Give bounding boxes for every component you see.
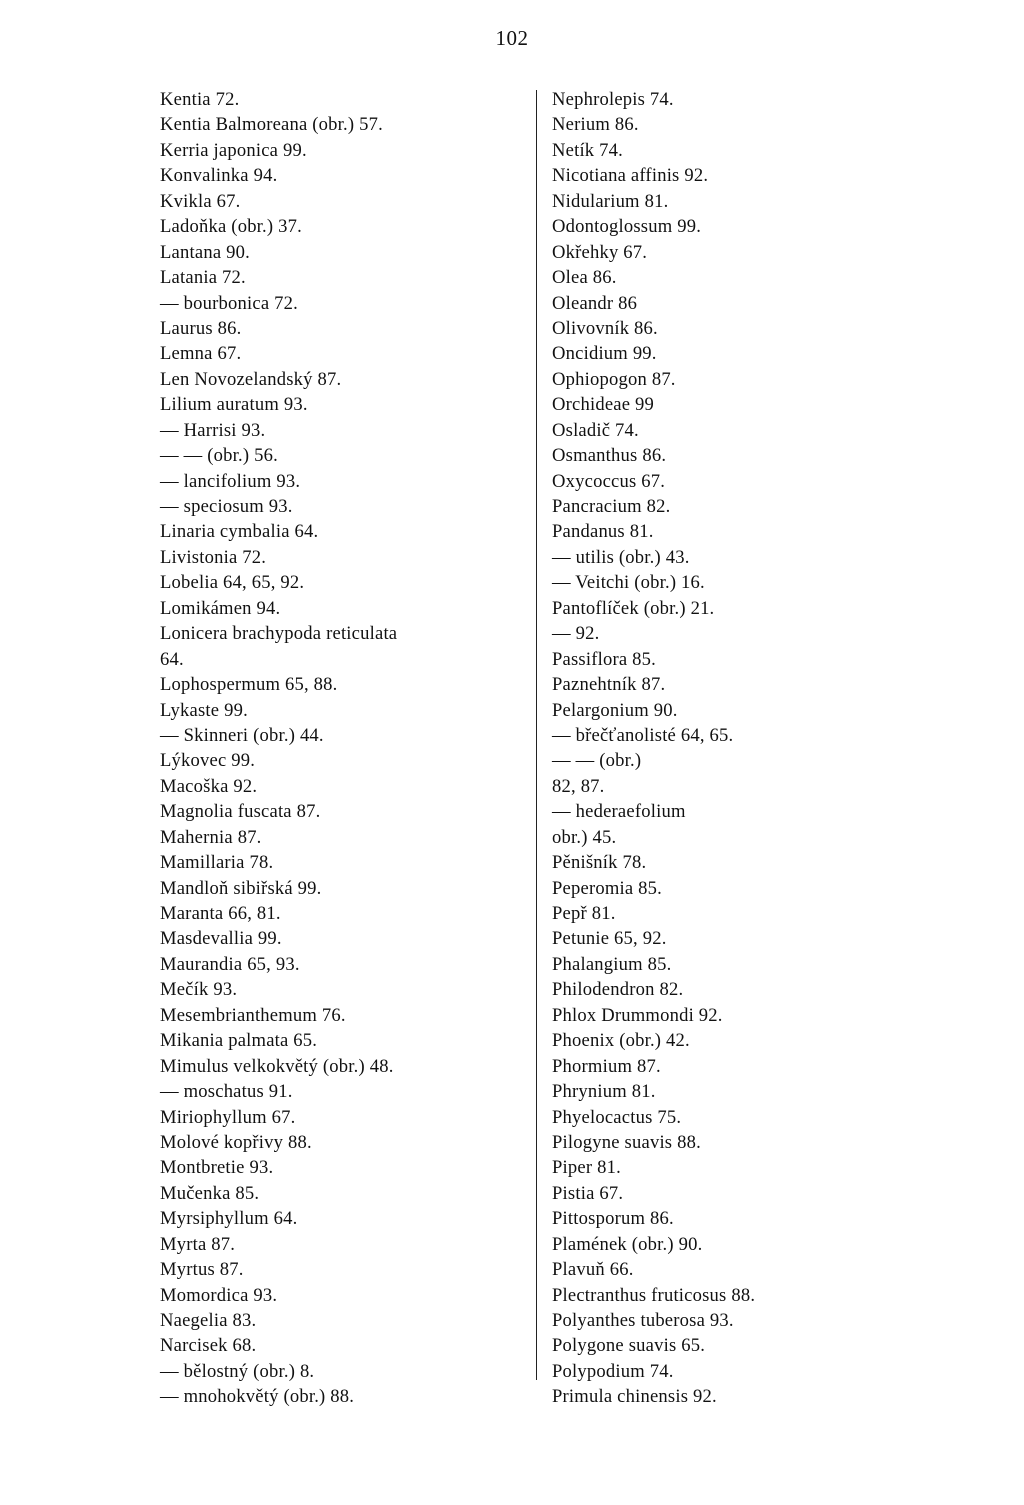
index-entry: Kentia 72. [160, 89, 240, 110]
index-entry: Ladoňka (obr.) 37. [160, 216, 302, 238]
index-left-column [160, 87, 520, 1410]
index-entry: Polypodium 74. [552, 1360, 674, 1382]
index-entry: Pepř 81. [552, 903, 616, 924]
index-entry: Lýkovec 99. [160, 750, 256, 772]
index-entry: Passiflora 85. [552, 648, 657, 670]
index-entry: Philodendron 82. [552, 979, 684, 1001]
index-entry: Naegelia 83. [160, 1310, 257, 1331]
index-entry: Olea 86. [552, 267, 617, 289]
index-entry: — břečťanolisté 64, 65. [552, 724, 734, 746]
index-entry: Myrsiphyllum 64. [160, 1208, 298, 1230]
index-entry: Phormium 87. [552, 1055, 661, 1077]
index-entry: — utilis (obr.) 43. [552, 546, 690, 568]
column-divider [536, 90, 537, 1380]
index-entry: Latania 72. [160, 267, 246, 289]
index-entry: Primula chinensis 92. [552, 1386, 717, 1408]
index-entry: Myrtus 87. [160, 1259, 244, 1281]
index-entry: Osladič 74. [552, 419, 639, 441]
index-entry: Lykaste 99. [160, 699, 248, 721]
index-entry: Oleandr 86 [552, 292, 638, 314]
index-entry: 64. [160, 648, 184, 670]
index-entry: Nicotiana affinis 92. [552, 165, 709, 187]
index-entry: Maranta 66, 81. [160, 903, 281, 924]
index-entry: Nerium 86. [552, 114, 639, 136]
index-entry: Mimulus velkokvětý (obr.) 48. [160, 1055, 394, 1077]
index-entry: Molové kopřivy 88. [160, 1131, 312, 1153]
index-entry: Phyelocactus 75. [552, 1106, 682, 1128]
index-entry: Pittosporum 86. [552, 1208, 674, 1230]
index-entry: Narcisek 68. [160, 1335, 257, 1357]
index-entry: — 92. [552, 623, 600, 645]
index-entry: Plamének (obr.) 90. [552, 1233, 703, 1255]
index-entry: Piper 81. [552, 1157, 621, 1179]
index-entry: Lantana 90. [160, 241, 250, 263]
index-entry: Mesembrianthemum 76. [160, 1004, 346, 1026]
index-entry: Okřehky 67. [552, 241, 648, 263]
index-entry: Livistonia 72. [160, 546, 267, 568]
index-entry: Lomikámen 94. [160, 597, 281, 619]
index-entry: — — (obr.) [552, 750, 642, 772]
index-entry: Ophiopogon 87. [552, 368, 676, 390]
index-entry: Phlox Drummondi 92. [552, 1004, 723, 1026]
index-entry: Plectranthus fruticosus 88. [552, 1284, 756, 1306]
index-entry: Mikania palmata 65. [160, 1030, 318, 1052]
index-entry: Paznehtník 87. [552, 674, 666, 696]
index-entry: obr.) 45. [552, 826, 617, 848]
index-entry: Oncidium 99. [552, 343, 657, 365]
index-entry: — bourbonica 72. [160, 292, 298, 314]
index-entry: — mnohokvětý (obr.) 88. [160, 1386, 355, 1408]
index-entry: Pěnišník 78. [552, 852, 647, 874]
index-entry: Lemna 67. [160, 343, 242, 365]
index-entry: Maurandia 65, 93. [160, 953, 300, 975]
index-entry: Lobelia 64, 65, 92. [160, 572, 305, 594]
index-entry: Montbretie 93. [160, 1157, 274, 1179]
index-entry: Lonicera brachypoda reticulata [160, 623, 398, 645]
index-entry: Mahernia 87. [160, 826, 262, 848]
index-entry: Momordica 93. [160, 1284, 278, 1306]
index-entry: Miriophyllum 67. [160, 1106, 296, 1128]
index-entry: Pancracium 82. [552, 496, 671, 517]
index-entry: 82, 87. [552, 775, 605, 797]
index-entry: Phoenix (obr.) 42. [552, 1030, 690, 1052]
index-entry: Orchideae 99 [552, 394, 655, 416]
index-entry: — Veitchi (obr.) 16. [552, 572, 705, 594]
index-entry: Mečík 93. [160, 979, 238, 1001]
index-entry: — lancifolium 93. [160, 470, 301, 492]
index-entry: Olivovník 86. [552, 317, 658, 339]
index-entry: Konvalinka 94. [160, 165, 278, 187]
index-entry: Lilium auratum 93. [160, 394, 308, 416]
index-entry: Len Novozelandský 87. [160, 368, 342, 390]
index-entry: Peperomia 85. [552, 877, 663, 899]
index-entry: Magnolia fuscata 87. [160, 801, 321, 823]
index-entry: Linaria cymbalia 64. [160, 521, 319, 543]
index-entry: — hederaefolium [552, 801, 686, 823]
index-entry: — speciosum 93. [160, 496, 293, 517]
index-entry: Nidularium 81. [552, 190, 669, 212]
index-entry: — moschatus 91. [160, 1081, 293, 1103]
index-entry: Kvikla 67. [160, 190, 241, 212]
index-entry: Pandanus 81. [552, 521, 654, 543]
index-entry: Kerria japonica 99. [160, 139, 307, 161]
page-number: 102 [495, 26, 529, 50]
index-entry: Osmanthus 86. [552, 445, 667, 467]
index-entry: Phalangium 85. [552, 953, 672, 975]
index-entry: Nephrolepis 74. [552, 89, 674, 110]
index-entry: Pilogyne suavis 88. [552, 1131, 701, 1153]
index-entry: Myrta 87. [160, 1233, 236, 1255]
index-entry: Pelargonium 90. [552, 699, 678, 721]
index-entry: Masdevallia 99. [160, 928, 282, 950]
index-entry: Kentia Balmoreana (obr.) 57. [160, 114, 383, 136]
index-entry: Laurus 86. [160, 317, 242, 339]
index-entry: Petunie 65, 92. [552, 928, 667, 950]
index-entry: Pistia 67. [552, 1182, 624, 1204]
index-entry: Odontoglossum 99. [552, 216, 702, 238]
index-entry: Plavuň 66. [552, 1259, 634, 1281]
index-entry: — Harrisi 93. [160, 419, 266, 441]
index-entry: — Skinneri (obr.) 44. [160, 724, 324, 746]
index-entry: Oxycoccus 67. [552, 470, 666, 492]
index-entry: Pantoflíček (obr.) 21. [552, 597, 715, 619]
index-entry: Polygone suavis 65. [552, 1335, 706, 1357]
index-entry: — — (obr.) 56. [160, 445, 278, 467]
index-entry: Mučenka 85. [160, 1182, 260, 1204]
index-right-column [552, 87, 872, 1410]
index-entry: Netík 74. [552, 139, 623, 161]
index-entry: — bělostný (obr.) 8. [160, 1360, 315, 1382]
index-entry: Lophospermum 65, 88. [160, 674, 338, 696]
index-entry: Macoška 92. [160, 775, 258, 797]
index-entry: Mamillaria 78. [160, 852, 274, 874]
index-entry: Mandloň sibiřská 99. [160, 877, 322, 899]
index-entry: Phrynium 81. [552, 1081, 656, 1103]
index-entry: Polyanthes tuberosa 93. [552, 1310, 734, 1331]
